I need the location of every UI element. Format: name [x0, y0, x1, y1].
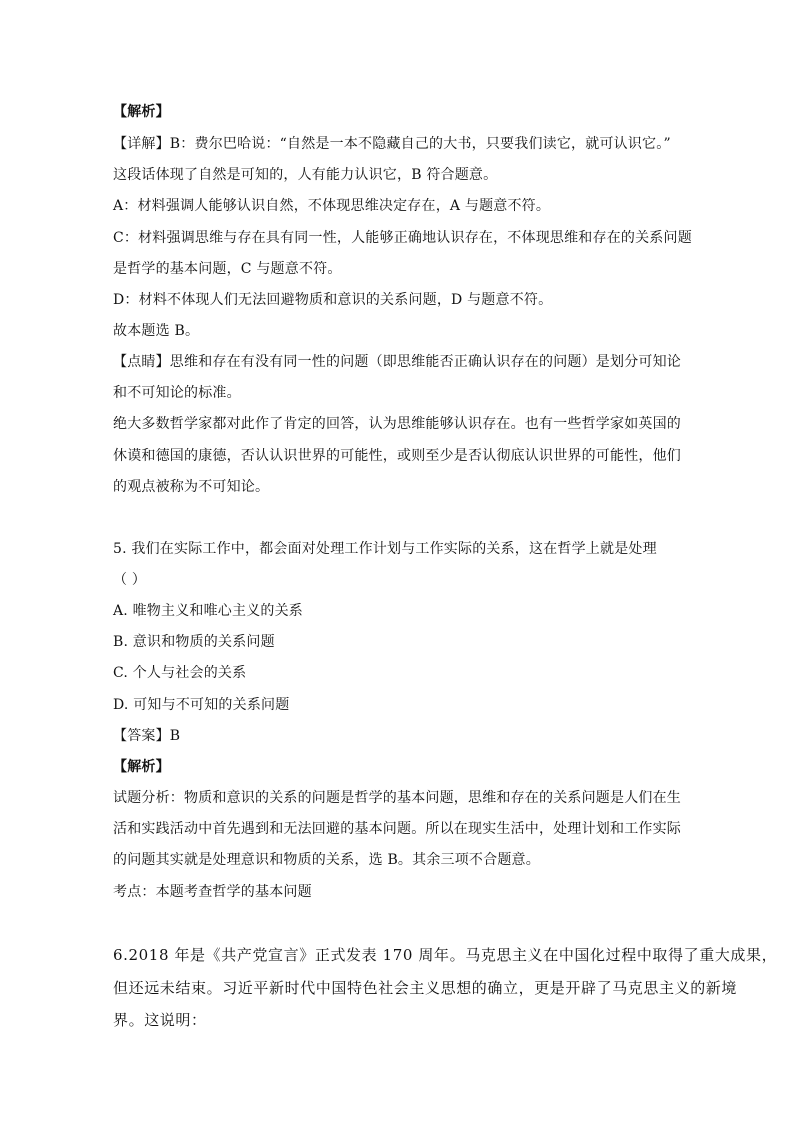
question-6-stem: 6.2018 年是《共产党宣言》正式发表 170 周年。马克思主义在中国化过程中取得了重大成果， [113, 946, 778, 964]
analysis-heading: 【解析】 [113, 104, 170, 120]
analysis-text: 活和实践活动中首先遇到和无法回避的基本问题。所以在现实生活中，处理计划和工作实际 [113, 821, 681, 837]
analysis-text: 试题分析：物质和意识的关系的问题是哲学的基本问题，思维和存在的关系问题是人们在生 [113, 790, 681, 806]
detail-line: 这段话体现了自然是可知的，人有能力认识它，B 符合题意。 [113, 167, 498, 183]
remark-paragraph: 休谟和德国的康德，否认认识世界的可能性，或则至少是否认彻底认识世界的可能性，他们 [113, 448, 681, 464]
conclusion-line: 故本题选 B。 [113, 323, 200, 339]
question-6-stem: 界。这说明： [113, 1011, 207, 1029]
remark-line: 和不可知论的标准。 [113, 385, 241, 401]
topic-line: 考点：本题考查哲学的基本问题 [113, 884, 312, 900]
remark-paragraph: 的观点被称为不可知论。 [113, 479, 270, 495]
remark-line: 【点睛】思维和存在有没有同一性的问题（即思维能否正确认识存在的问题）是划分可知论 [113, 354, 681, 370]
detail-line: 【详解】B：费尔巴哈说：“自然是一本不隐藏自己的大书，只要我们读它，就可认识它。” [113, 136, 671, 152]
answer-line: 【答案】B [113, 728, 181, 744]
option-c-analysis: C：材料强调思维与存在具有同一性，人能够正确地认识存在，不体现思维和存在的关系问题 [113, 230, 692, 246]
analysis-heading: 【解析】 [113, 759, 170, 775]
option-a-analysis: A：材料强调人能够认识自然，不体现思维决定存在，A 与题意不符。 [113, 198, 551, 214]
question-5-stem: 5. 我们在实际工作中，都会面对处理工作计划与工作实际的关系，这在哲学上就是处理 [113, 541, 657, 557]
question-5-option-b: B. 意识和物质的关系问题 [113, 634, 275, 650]
question-6-stem: 但还远未结束。习近平新时代中国特色社会主义思想的确立，更是开辟了马克思主义的新境 [113, 979, 738, 997]
question-5-option-d: D. 可知与不可知的关系问题 [113, 697, 290, 713]
remark-paragraph: 绝大多数哲学家都对此作了肯定的回答，认为思维能够认识存在。也有一些哲学家如英国的 [113, 416, 681, 432]
option-c-analysis-cont: 是哲学的基本问题，C 与题意不符。 [113, 261, 342, 277]
option-d-analysis: D：材料不体现人们无法回避物质和意识的关系问题，D 与题意不符。 [113, 292, 553, 308]
question-5-option-c: C. 个人与社会的关系 [113, 665, 247, 681]
analysis-text: 的问题其实就是处理意识和物质的关系，选 B。其余三项不合题意。 [113, 852, 540, 868]
question-5-option-a: A. 唯物主义和唯心主义的关系 [113, 603, 304, 619]
question-5-bracket: （ ） [113, 572, 147, 588]
